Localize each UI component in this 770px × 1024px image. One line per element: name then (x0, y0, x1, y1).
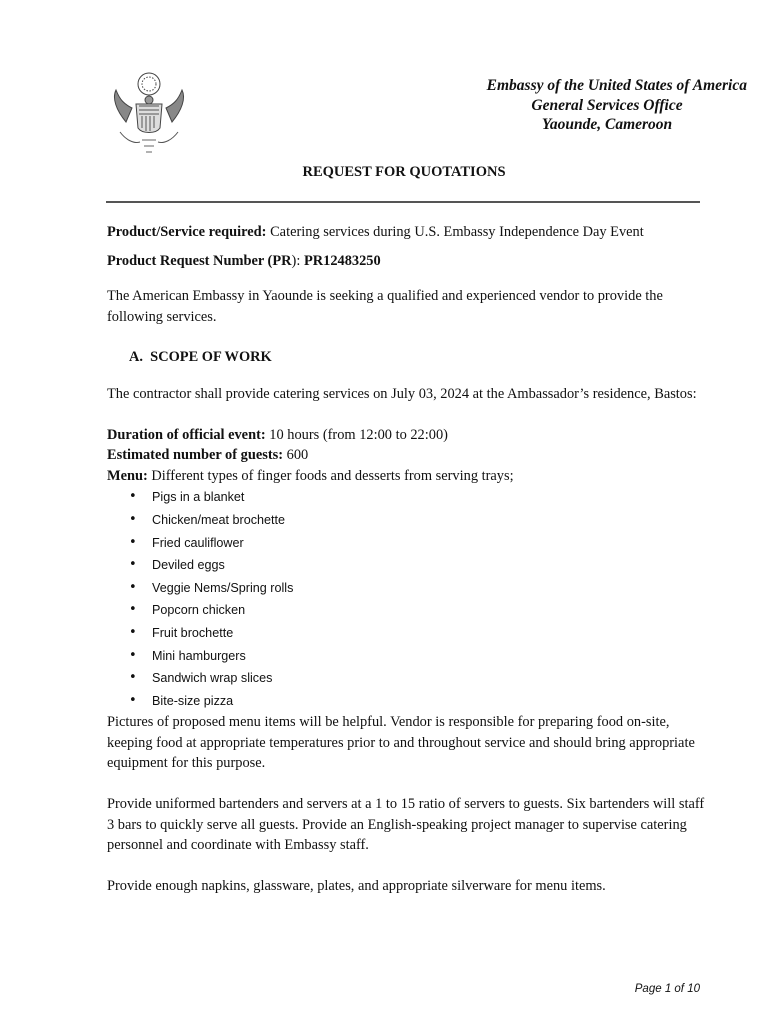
title-divider (106, 201, 700, 203)
menu-line (107, 466, 707, 487)
list-item: • Popcorn chicken (107, 599, 707, 622)
document-title: REQUEST FOR QUOTATIONS (302, 164, 506, 180)
product-value: Catering services during U.S. Embassy Independence Day Event (266, 224, 644, 240)
office-line-3: Yaounde, Cameroon (541, 116, 673, 133)
pr-mid: ): (291, 252, 304, 269)
guests-label: Estimated number of guests: (107, 447, 284, 464)
office-line-2: General Services Office (531, 96, 683, 114)
list-item: • Deviled eggs (107, 554, 707, 577)
section-a-heading: A. SCOPE OF WORK (129, 349, 272, 366)
duration-label: Duration of official event: (107, 426, 266, 443)
list-item: • Fruit brochette (107, 622, 707, 645)
guests-value: 600 (283, 447, 309, 464)
list-item: • Fried cauliflower (107, 532, 707, 555)
pictures-paragraph: Pictures of proposed menu items will be helpful. Vendor is responsible for preparing food on-site, keeping food at appropriate temperatures prior to and throughout service and should bring appropriate equipment for this purpose. (107, 714, 695, 772)
staffing-paragraph: Provide uniformed bartenders and servers at a 1 to 15 ratio of servers to guests. Six bartenders will staff 3 bars to quickly serve all guests. Provide an English-speaking project manager to supervise catering personnel and coordinate with Embassy staff. (107, 796, 705, 854)
list-item: • Sandwich wrap slices (107, 667, 707, 690)
section-a-lead: The contractor shall provide catering services on July 03, 2024 at the Ambassador’s residence, Bastos: (107, 385, 697, 402)
menu-label: Menu: (107, 467, 148, 484)
guests-line (107, 445, 707, 466)
document-body (107, 222, 707, 896)
list-item: • Veggie Nems/Spring rolls (107, 577, 707, 600)
pr-line (107, 251, 707, 272)
menu-list (107, 486, 707, 712)
supplies-paragraph: Provide enough napkins, glassware, plates, and appropriate silverware for menu items. (107, 877, 606, 894)
office-line-1: Embassy of the United States of America (486, 77, 747, 94)
pr-value: PR12483250 (303, 252, 381, 269)
menu-value: Different types of finger foods and desserts from serving trays; (147, 467, 514, 484)
list-item: • Chicken/meat brochette (107, 509, 707, 532)
duration-line (107, 425, 707, 446)
embassy-seal-icon (106, 70, 192, 156)
office-address (327, 76, 747, 135)
list-item: • Mini hamburgers (107, 645, 707, 668)
product-line (107, 222, 707, 243)
list-item: • Pigs in a blanket (107, 486, 707, 509)
pr-label: Product Request Number (PR (107, 252, 292, 269)
product-label: Product/Service required: (107, 224, 267, 240)
duration-value: 10 hours (from 12:00 to 22:00) (265, 426, 448, 443)
intro-paragraph: The American Embassy in Yaounde is seeking a qualified and experienced vendor to provide the following services. (107, 288, 663, 325)
list-item: • Bite-size pizza (107, 690, 707, 713)
page-number: Page 1 of 10 (634, 983, 700, 995)
